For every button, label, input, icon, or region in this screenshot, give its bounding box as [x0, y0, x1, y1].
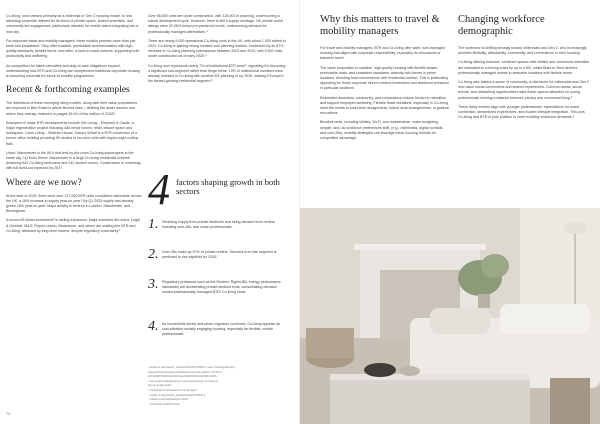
factors-title: factors shaping growth in both sectors	[176, 177, 280, 196]
paragraph: For travel and mobility managers, BTR and Co-living offer safer, well-managed housing that aligns with corporate responsibility, especially for relocations or transient travel.	[320, 46, 445, 61]
heading-recent-examples: Recent & forthcoming examples	[6, 85, 130, 96]
black-bowl	[364, 363, 396, 377]
paragraph: There are nearly 9,000 operational Co-living units in the UK, with about 1,000 added in 2024. Co-living is gaining strong investor and planning traction, evidenced by an 87% increase in Co-living planning submissions between 2023 and 2024, with 5,500 units under construction as of early 2025.⁴	[148, 38, 286, 59]
heading-where-now: Where are we now?	[6, 177, 82, 188]
factor-number: 3.	[148, 277, 159, 292]
factor-number: 2.	[148, 247, 159, 262]
paragraph: At the start of 2025, there were over 127,000 BTR units completed nationwide across the UK, a 16% increase in supply year-on-year.¹ By Q1 2025 supply had already grown 16% year-on-year. Major activity is centred in London, Manchester, and Birmingham.	[6, 193, 142, 214]
footnote: ⁴ knightfrank.com/research/co-living-report	[148, 388, 197, 392]
mantel	[354, 244, 486, 250]
wicker-stool	[550, 378, 590, 424]
lamp-shade	[563, 222, 587, 234]
paragraph: Co-living offering inclusive, furnished spaces with utilities and communal amenities are estimated to cut living costs by up to a 8%, whilst Build-to-Rent delivers professionally managed homes in desirable locations with flexible terms.	[458, 60, 590, 75]
footnote: thenandprofessional/news/buildtorent/ww-fully-2025-to-7474474...	[148, 370, 224, 374]
sofa-cushion	[430, 308, 490, 334]
factor-item	[148, 277, 288, 296]
paragraph: Bundled rents, including utilities, Wi-Fi, and maintenance, make budgeting simpler, and, as workforce preferences shift, (e.g., millennials, digital nomads, and over-35s), mobility strategies can leverage these housing formats for competitive advantage.	[320, 120, 444, 141]
paragraph: The definitions of these emerging living models, along with their value propositions, are explored in Ben Rosen's article Blurred lines – defining the asset classes and where they overlap, featured on pages 46-49 of this edition of CSAR.	[6, 101, 139, 116]
ceramic-bowl	[400, 366, 420, 376]
factor-text: Shrinking supply from private landlords and rising demand from renters including over-35s, and urban professionals.	[162, 220, 275, 230]
paragraph: Co-living now represents nearly 7% of institutional BTR stock⁵, signalling it's becoming a significant sub-segment rather than fringe niche. 19% of institutional investors have already invested in Co-living with another 6% planning to by 2028, making it Europe's the fastest-growing residential segment.⁶	[148, 63, 286, 84]
sofa-cushion	[500, 304, 590, 334]
intro-paragraph: Co-living, once viewed primarily as a millennial or Gen Z housing model, is now attracting corporate interest for its blend of private space, shared amenities, and community-led engagement: particularly valuable for mobile talent integrating into a new city.	[6, 14, 139, 34]
footnote: ³ www.propertydesignwards.co.uk/news/strategic-investing-in-...	[148, 379, 222, 383]
left-column-2	[148, 14, 288, 88]
footnote: ⁷ rentmarket.uk/2030-8-fold	[148, 402, 180, 406]
right-column-1	[320, 14, 450, 145]
factor-text: Over-35s make up 57% of private renters. Demand from this segment is predicted to rise eightfold by 2030.⁷	[162, 250, 277, 260]
factors-big-number: 4	[148, 165, 170, 214]
factor-number: 4.	[148, 319, 159, 334]
footnote: ¹ savills.co.uk/research_articles/229130/372899-0 ² www.TheTelegraph.ie/p...	[148, 366, 237, 369]
coffee-table-top	[330, 374, 530, 380]
paragraph: Over 98,500 units are under construction, with 128,000 in planning, underscoring a robust development cycle. However, there is still a supply shortage. UK private rental listings were 20-26% below pre-pandemic levels, underscoring demand for professionally managed alternatives.³	[148, 14, 283, 34]
factor-text: Regulatory pressures such as the Renters' Rights Bill, energy performance standards) are accelerating private landlord exits, consolidating demand toward professionally managed BTR/ Co-living stock.	[162, 280, 281, 295]
plant-vase	[478, 294, 490, 308]
paragraph: Union, Manchester is the UK's first tent-by-the-room Co-living skyscrapers in the same city, 1Q Echo Street, Manchester is a large Co-living residential scheme delivering 642 Co-living bedrooms and 242 student rooms. Construction is underway, with full build-out expected by 2027.	[6, 150, 142, 171]
wicker-basket	[306, 328, 354, 358]
page-number: 74	[6, 412, 10, 416]
footnotes	[148, 366, 288, 407]
paragraph: These living models align with younger professionals' expectations for social connection, streamlined experiences, and modern lifestyle integration. This puts Co-living and BTR in pole position to meet evolving workforce demands.⁸	[458, 104, 585, 120]
paragraph: For corporate travel and mobility managers, these models promise more than just beds and broadband. They offer scalable, predictable accommodation with high-quality standards, flexible terms, and often, a built-in social network, supporting both productivity and wellbeing.	[6, 38, 140, 59]
paragraph: A record £6 billion investment² is fueling expansion. Major investors like Aviva, Legal & General, M&G, Royal London, Blackstone, and others are scaling into BTR and Co-living, attracted by long-term returns, despite regulatory uncertainty.³	[6, 218, 140, 233]
paragraph: The workforce is shifting strongly toward millennials and Gen Z, who increasingly prioritise flexibility, affordability, community, and convenience in their housing.	[458, 46, 587, 56]
living-room-photo	[300, 208, 600, 424]
paragraph: Embedded amenities, community, and convenience reduce friction in relocation and support employee wellbeing. Flexible lease durations, especially in Co-living, meet the needs of short-term assignments, hybrid work arrangements, or gradual relocations.	[320, 95, 450, 116]
paragraph: Co-living also fosters a sense of community, a vital factor for millennials and Gen Z who value social connections and shared experiences. Common areas, social events, and networking opportunities make these spaces attractive for young professionals seeking a balance between privacy and communal living.⁸	[458, 80, 590, 100]
paragraph: Examples of major BTR developments include Get Living – Elephant & Castle, a major regeneration project including 486 rental homes, retail, leisure space and workspace. Lotus Living – Belerive House, Canary Wharf is a BTR conversion of a former office building providing 59 studios to two-bed units with duplex-style rooftop flats.	[6, 120, 139, 146]
factor-number: 1.	[148, 217, 159, 232]
paragraph: The value proposition is scalable, high-quality housing with flexible leases, predictable costs, and consistent standards; amenity-rich homes in prime locations, blending hotel convenience with residential comfort. This is particularly appealing for those corporate hires to extend investment and workforce presence in particular locations.	[320, 65, 450, 91]
left-column-1	[6, 14, 142, 238]
footnote: s8=%20BTR%20Units%20report%20%20the%20Q1%2025...	[148, 375, 219, 379]
footnote: ⁶ coliving.com/insights/report-2024	[148, 398, 188, 402]
factor-text: As households shrink and urban migration continues, Co-living appeals as cost-effective socially engaging housing, especially for flexible, mobile professionals.	[162, 322, 280, 337]
footnote: the-uk-rental-market	[148, 384, 172, 388]
factor-item	[148, 319, 288, 338]
plant-foliage	[481, 254, 509, 278]
heading-why-matters: Why this matters to travel & mobility managers	[320, 14, 440, 37]
heading-changing-workforce: Changing workforce demographic	[458, 14, 545, 37]
paragraph: As competition for talent intensifies and duty-of-care obligations expand, understanding how BTR and Co-living can complement traditional corporate housing is becoming essential for future-fit mobility programmes.	[6, 63, 141, 79]
footnote: ⁵ savills.co.uk/research_articles/229130/372846-0	[148, 393, 206, 397]
living-room-illustration	[300, 208, 600, 424]
factor-item	[148, 247, 288, 262]
right-column-2	[458, 14, 590, 124]
factor-item	[148, 217, 288, 232]
marble-coffee-table	[330, 378, 530, 424]
